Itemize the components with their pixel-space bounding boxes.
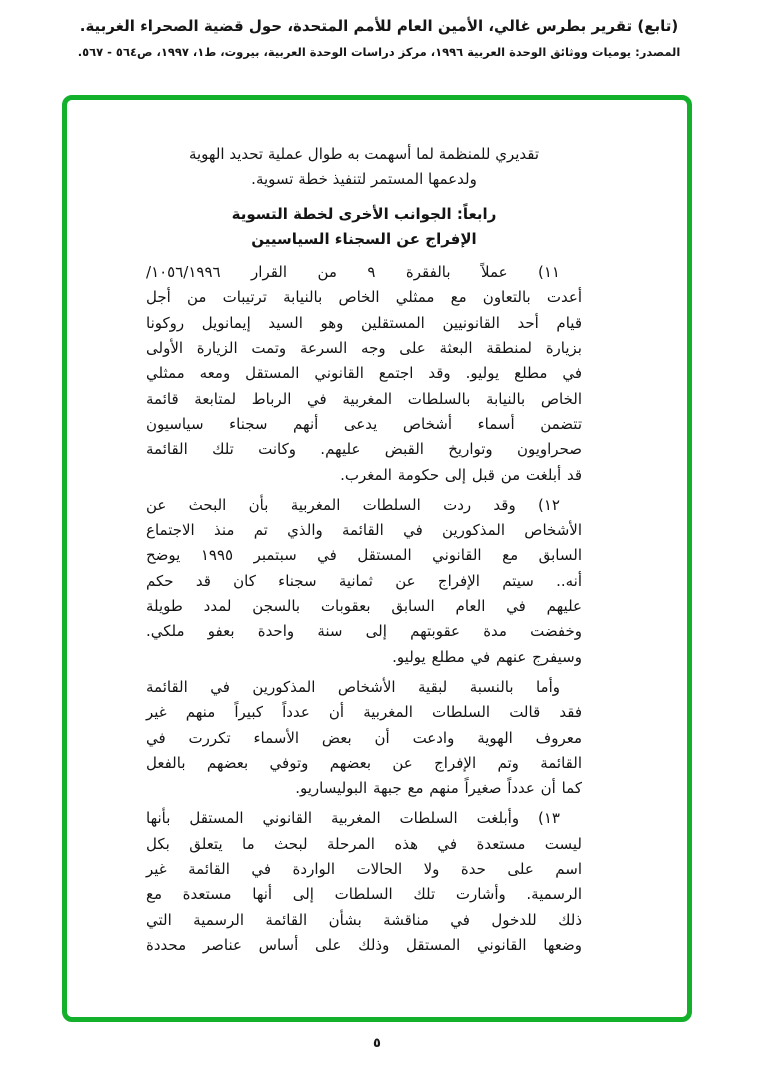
- page-header: [0, 17, 758, 59]
- document-body: [146, 142, 582, 958]
- text-line: كما أن عدداً صغيراً منهم مع جبهة البوليساريو.: [295, 779, 582, 798]
- body-paragraph: [146, 806, 582, 958]
- text-line: صحراويون وتواريخ القبض عليهم. وكانت تلك القائمة: [146, 440, 582, 459]
- text-line: ذلك للدخول في مناقشة بشأن القائمة الرسمية التي: [146, 910, 582, 929]
- section-heading: [146, 202, 582, 253]
- text-line: الإفراج عن السجناء السياسيين: [251, 229, 477, 248]
- text-line: وضعها القانوني المستقل وذلك على أساس عناصر محددة: [146, 935, 582, 954]
- text-line: القائمة وتم الإفراج عن بعضهم وتوفي بعضهم بالفعل: [146, 753, 582, 772]
- text-line: تقديري للمنظمة لما أسهمت به طوال عملية تحديد الهوية: [188, 145, 540, 163]
- text-line: رابعاً: الجوانب الأخرى لخطة التسوية: [231, 204, 497, 223]
- text-line: الأشخاص المذكورين في القائمة والذي تم منذ الاجتماع: [146, 521, 582, 540]
- text-line: بزيارة لمنطقة البعثة على وجه السرعة وتمت الزيارة الأولى: [146, 339, 582, 358]
- document-source-citation: المصدر: يوميات ووثائق الوحدة العربية ١٩٩٦، مركز دراسات الوحدة العربية، بيروت، ط١، ١٩٩٧، ص٥٦٤ - ٥٦٧.: [77, 45, 681, 59]
- text-line: ليست مستعدة في هذه المرحلة لبحث ما يتعلق بكل: [146, 834, 582, 853]
- text-line: أنه.. سيتم الإفراج عن ثمانية سجناء كان قد حكم: [146, 571, 582, 590]
- text-line: ١٢) وقد ردت السلطات المغربية بأن البحث عن: [146, 495, 560, 514]
- text-line: وأما بالنسبة لبقية الأشخاص المذكورين في القائمة: [146, 677, 560, 696]
- text-line: الخاص بالنيابة بالسلطات المغربية في الرباط لمتابعة قائمة: [146, 389, 582, 408]
- text-line: تتضمن أسماء أشخاص يدعى أنهم سجناء سياسيون: [146, 414, 582, 433]
- text-line: اسم على حدة ولا الحالات الواردة في القائمة غير: [146, 860, 582, 879]
- document-title: (تابع) تقرير بطرس غالي، الأمين العام للأمم المتحدة، حول قضية الصحراء الغربية.: [79, 17, 679, 35]
- text-line: وسيفرج عنهم في مطلع يوليو.: [392, 647, 582, 666]
- body-paragraph: [146, 142, 582, 193]
- text-line: أعدت بالتعاون مع ممثلي الخاص بالنيابة ترتيبات من أجل: [146, 288, 582, 307]
- text-line: فقد قالت السلطات المغربية أن عدداً كبيراً منهم غير: [146, 703, 582, 722]
- text-line: ولدعمها المستمر لتنفيذ خطة تسوية.: [251, 170, 477, 189]
- body-paragraph: [146, 260, 582, 488]
- text-line: ١١) عملاً بالفقرة ٩ من القرار ١٠٥٦/١٩٩٦/: [146, 263, 560, 282]
- page-number: ٥: [373, 1036, 381, 1051]
- body-paragraph: [146, 675, 582, 801]
- text-line: وخفضت مدة عقوبتهم إلى سنة واحدة بعفو ملكي.: [146, 622, 582, 641]
- text-line: السابق مع القانوني المستقل في سبتمبر ١٩٩٥ يوضح: [146, 546, 582, 565]
- text-line: قد أبلغت من قبل إلى حكومة المغرب.: [340, 465, 582, 484]
- text-line: ١٣) وأبلغت السلطات المغربية القانوني المستقل بأنها: [146, 809, 560, 828]
- text-line: في مطلع يوليو. وقد اجتمع القانوني المستقل ومعه ممثلي: [146, 364, 582, 383]
- text-line: معروف الهوية وادعت أن بعض الأسماء تكررت في: [146, 728, 582, 747]
- text-line: عليهم في العام السابق بعقوبات بالسجن لمدد طويلة: [146, 597, 582, 616]
- text-line: قيام أحد القانونيين المستقلين وهو السيد إيمانويل روكونا: [146, 313, 582, 332]
- body-paragraph: [146, 493, 582, 670]
- text-line: الرسمية. وأشارت تلك السلطات إلى أنها مستعدة مع: [146, 885, 582, 904]
